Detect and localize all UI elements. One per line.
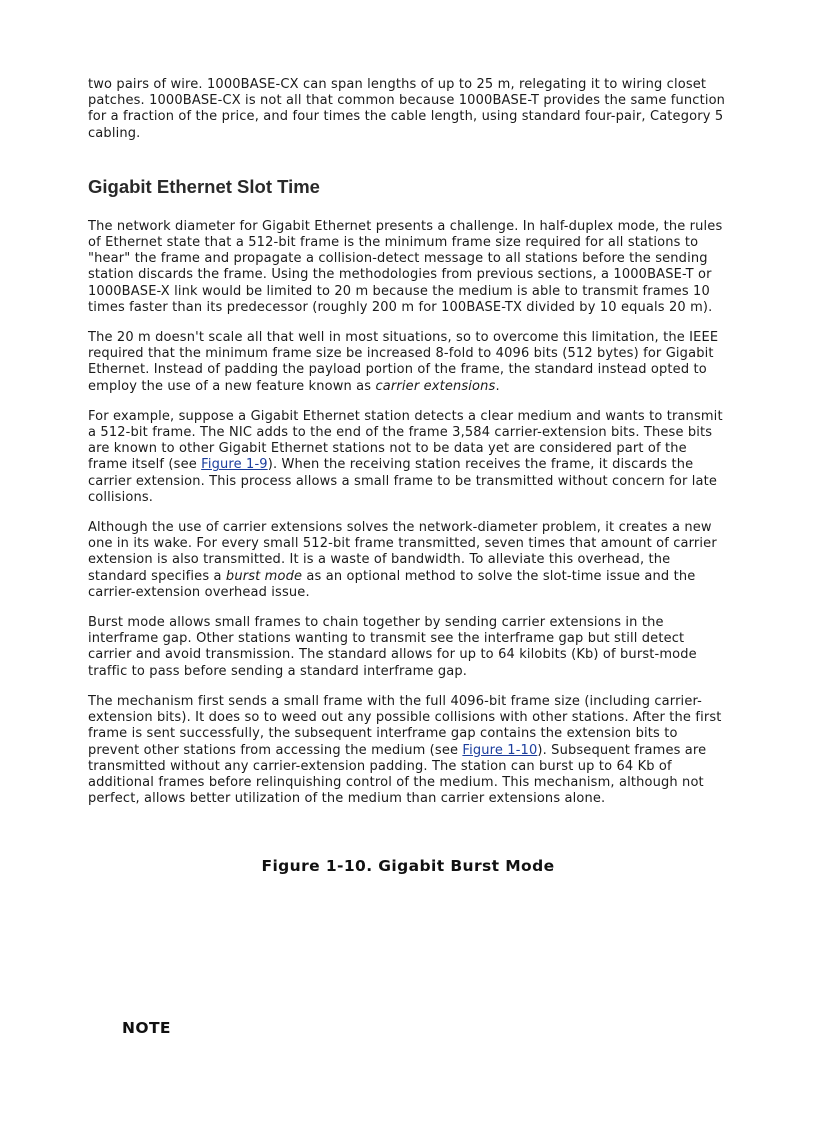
paragraph-network-diameter: The network diameter for Gigabit Ethernet presents a challenge. In half-duplex mode, the rules of Ethernet state that a 512-bit frame is the minimum frame size required for all stations to "hear" the frame and propagate a collision-detect message to all stations before the sending station discards the frame. Using the methodologies from previous sections, a 1000BASE-T or 1000BASE-X link would be limited to 20 m because the medium is able to transmit frames 10 times faster than its predecessor (roughly 200 m for 100BASE-TX divided by 10 equals 20 m).	[88, 218, 723, 315]
term-carrier-extensions: carrier extensions	[375, 378, 496, 394]
figure-caption: Figure 1-10. Gigabit Burst Mode	[261, 857, 555, 875]
figure-1-9-link[interactable]: Figure 1-9	[201, 457, 268, 473]
paragraph-text: Although the use of carrier extensions solves the network-diameter problem, it creates a new one in its wake. For every small 512-bit frame transmitted, seven times that amount of carrier extension is also transmitted. It is a waste of bandwidth. To alleviate this overhead, the standard specifies a	[88, 520, 717, 584]
paragraph-text: The mechanism first sends a small frame with the full 4096-bit frame size (including carrier-extension bits). It does so to weed out any possible collisions with other stations. After the first frame is sent successfully, the subsequent interframe gap contains the extension bits to prevent other stations from accessing the medium (see	[88, 693, 722, 758]
paragraph-text: The 20 m doesn't scale all that well in most situations, so to overcome this limitation, the IEEE required that the minimum frame size be increased 8-fold to 4096 bits (512 bytes) for Gigabit Ethernet. Instead of padding the payload portion of the frame, the standard instead opted to employ the use of a new feature known as	[88, 330, 719, 394]
paragraph-ieee-requirement	[88, 330, 730, 395]
paragraph-mechanism	[88, 694, 730, 807]
paragraph-example	[88, 409, 730, 506]
paragraph-text: ). Subsequent frames are transmitted without any carrier-extension padding. The station can burst up to 64 Kb of additional frames before relinquishing control of the medium. This mechanism, although not perfect, allows better utilization of the medium than carrier extensions alone.	[88, 742, 707, 807]
document-body	[88, 77, 730, 821]
figure-1-10-link[interactable]: Figure 1-10	[462, 742, 538, 758]
paragraph-burst-mode-intro	[88, 520, 730, 601]
paragraph-end: .	[495, 378, 500, 394]
paragraph-text: as an optional method to solve the slot-time issue and the carrier-extension overhead issue.	[88, 568, 696, 600]
term-burst-mode: burst mode	[225, 568, 303, 584]
paragraph-burst-mode: Burst mode allows small frames to chain together by sending carrier extensions in the interframe gap. Other stations wanting to transmit see the interframe gap but still detect carrier and avoid transmission. The standard allows for up to 64 kilobits (Kb) of burst-mode traffic to pass before sending a standard interframe gap.	[88, 615, 697, 679]
paragraph-text: ). When the receiving station receives the frame, it discards the carrier extension. This process allows a small frame to be transmitted without concern for late collisions.	[88, 457, 718, 505]
paragraph-text: For example, suppose a Gigabit Ethernet station detects a clear medium and wants to transmit a 512-bit frame. The NIC adds to the end of the frame 3,584 carrier-extension bits. These bits are known to other Gigabit Ethernet stations not to be data yet are considered part of the frame itself (see	[88, 408, 723, 473]
intro-paragraph: two pairs of wire. 1000BASE-CX can span lengths of up to 25 m, relegating it to wiring closet patches. 1000BASE-CX is not all that common because 1000BASE-T provides the same function for a fraction of the price, and four times the cable length, using standard four-pair, Category 5 cabling.	[88, 77, 726, 141]
section-heading: Gigabit Ethernet Slot Time	[88, 175, 320, 197]
note-label: NOTE	[122, 1019, 171, 1037]
